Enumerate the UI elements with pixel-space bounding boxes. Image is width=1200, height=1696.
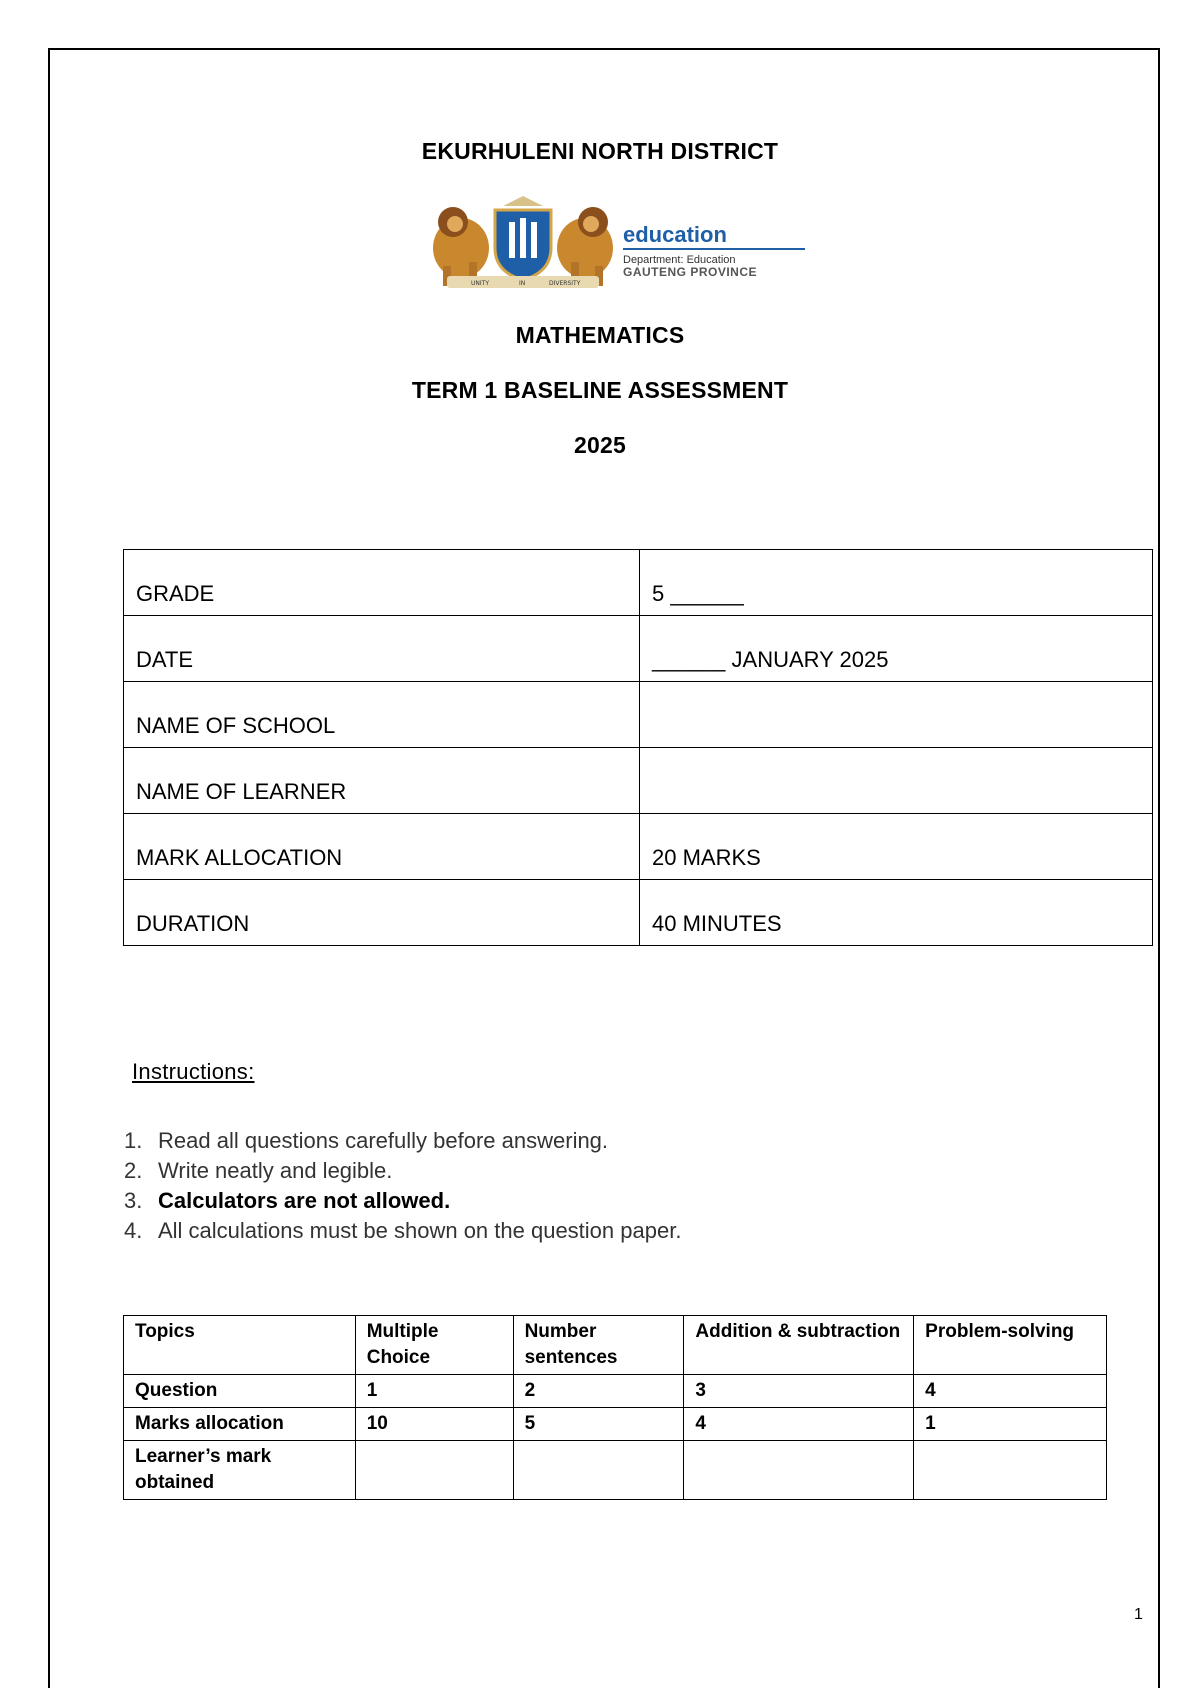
gauteng-education-logo [413, 196, 821, 290]
table-cell: 5 [513, 1408, 684, 1441]
info-value: ______ JANUARY 2025 [640, 616, 1153, 682]
assessment-title: TERM 1 BASELINE ASSESSMENT [411, 377, 789, 403]
table-row [124, 1408, 1107, 1441]
table-cell: 10 [355, 1408, 513, 1441]
info-value [640, 748, 1153, 814]
table-cell: Marks allocation [124, 1408, 356, 1441]
info-value: 20 MARKS [640, 814, 1153, 880]
logo-brand-text: education [623, 222, 727, 247]
table-cell [355, 1441, 513, 1500]
table-cell: 2 [513, 1375, 684, 1408]
page-number: 1 [1134, 1606, 1143, 1623]
list-item [124, 1126, 681, 1156]
table-cell [684, 1441, 914, 1500]
info-value [640, 682, 1153, 748]
info-label: NAME OF LEARNER [124, 748, 640, 814]
table-cell: Learner’s mark obtained [124, 1441, 356, 1500]
motto-mid: IN [519, 280, 526, 287]
table-row [124, 1441, 1107, 1500]
table-row [124, 748, 1153, 814]
table-row [124, 880, 1153, 946]
logo-province-text: GAUTENG PROVINCE [623, 265, 758, 279]
info-label: DURATION [124, 880, 640, 946]
info-value: 5 ______ [640, 550, 1153, 616]
list-item [124, 1216, 681, 1246]
info-value: 40 MINUTES [640, 880, 1153, 946]
table-cell [914, 1441, 1107, 1500]
table-row [124, 550, 1153, 616]
list-item-number: 3. [124, 1188, 143, 1213]
info-label: MARK ALLOCATION [124, 814, 640, 880]
table-cell: Addition & subtraction [684, 1316, 914, 1375]
instructions-list [124, 1126, 681, 1246]
info-label: DATE [124, 616, 640, 682]
table-cell: Topics [124, 1316, 356, 1375]
district-title: EKURHULENI NORTH DISTRICT [421, 138, 779, 164]
table-cell: Question [124, 1375, 356, 1408]
table-cell: 3 [684, 1375, 914, 1408]
right-lion-icon [557, 207, 613, 286]
list-item-text: Calculators are not allowed. [158, 1188, 451, 1213]
table-row [124, 616, 1153, 682]
crest-crown-icon [503, 196, 543, 206]
motto-left: UNITY [471, 280, 489, 287]
table-cell [513, 1441, 684, 1500]
table-cell: Number sentences [513, 1316, 684, 1375]
year-title: 2025 [574, 432, 626, 458]
subject-title: MATHEMATICS [515, 322, 685, 348]
learner-info-table [123, 549, 1153, 946]
table-row [124, 1375, 1107, 1408]
shield-icon [495, 210, 551, 280]
list-item-text: Read all questions carefully before answering. [158, 1128, 609, 1153]
table-cell: Multiple Choice [355, 1316, 513, 1375]
list-item-text: Write neatly and legible. [158, 1158, 393, 1183]
list-item [124, 1186, 681, 1216]
info-label: GRADE [124, 550, 640, 616]
table-cell: Problem-solving [914, 1316, 1107, 1375]
motto-right: DIVERSITY [549, 280, 581, 287]
logo-department-text: Department: Education [623, 254, 736, 266]
info-label: NAME OF SCHOOL [124, 682, 640, 748]
list-item-number: 2. [124, 1158, 143, 1183]
table-cell: 4 [684, 1408, 914, 1441]
instructions-heading: Instructions: [132, 1059, 255, 1084]
list-item-text: All calculations must be shown on the question paper. [158, 1218, 682, 1243]
left-lion-icon [433, 207, 489, 286]
table-cell: 1 [914, 1408, 1107, 1441]
table-cell: 4 [914, 1375, 1107, 1408]
table-row [124, 814, 1153, 880]
table-row [124, 682, 1153, 748]
topics-marks-table [123, 1315, 1107, 1500]
table-row [124, 1316, 1107, 1375]
list-item [124, 1156, 681, 1186]
table-cell: 1 [355, 1375, 513, 1408]
list-item-number: 1. [124, 1128, 143, 1153]
list-item-number: 4. [124, 1218, 143, 1243]
